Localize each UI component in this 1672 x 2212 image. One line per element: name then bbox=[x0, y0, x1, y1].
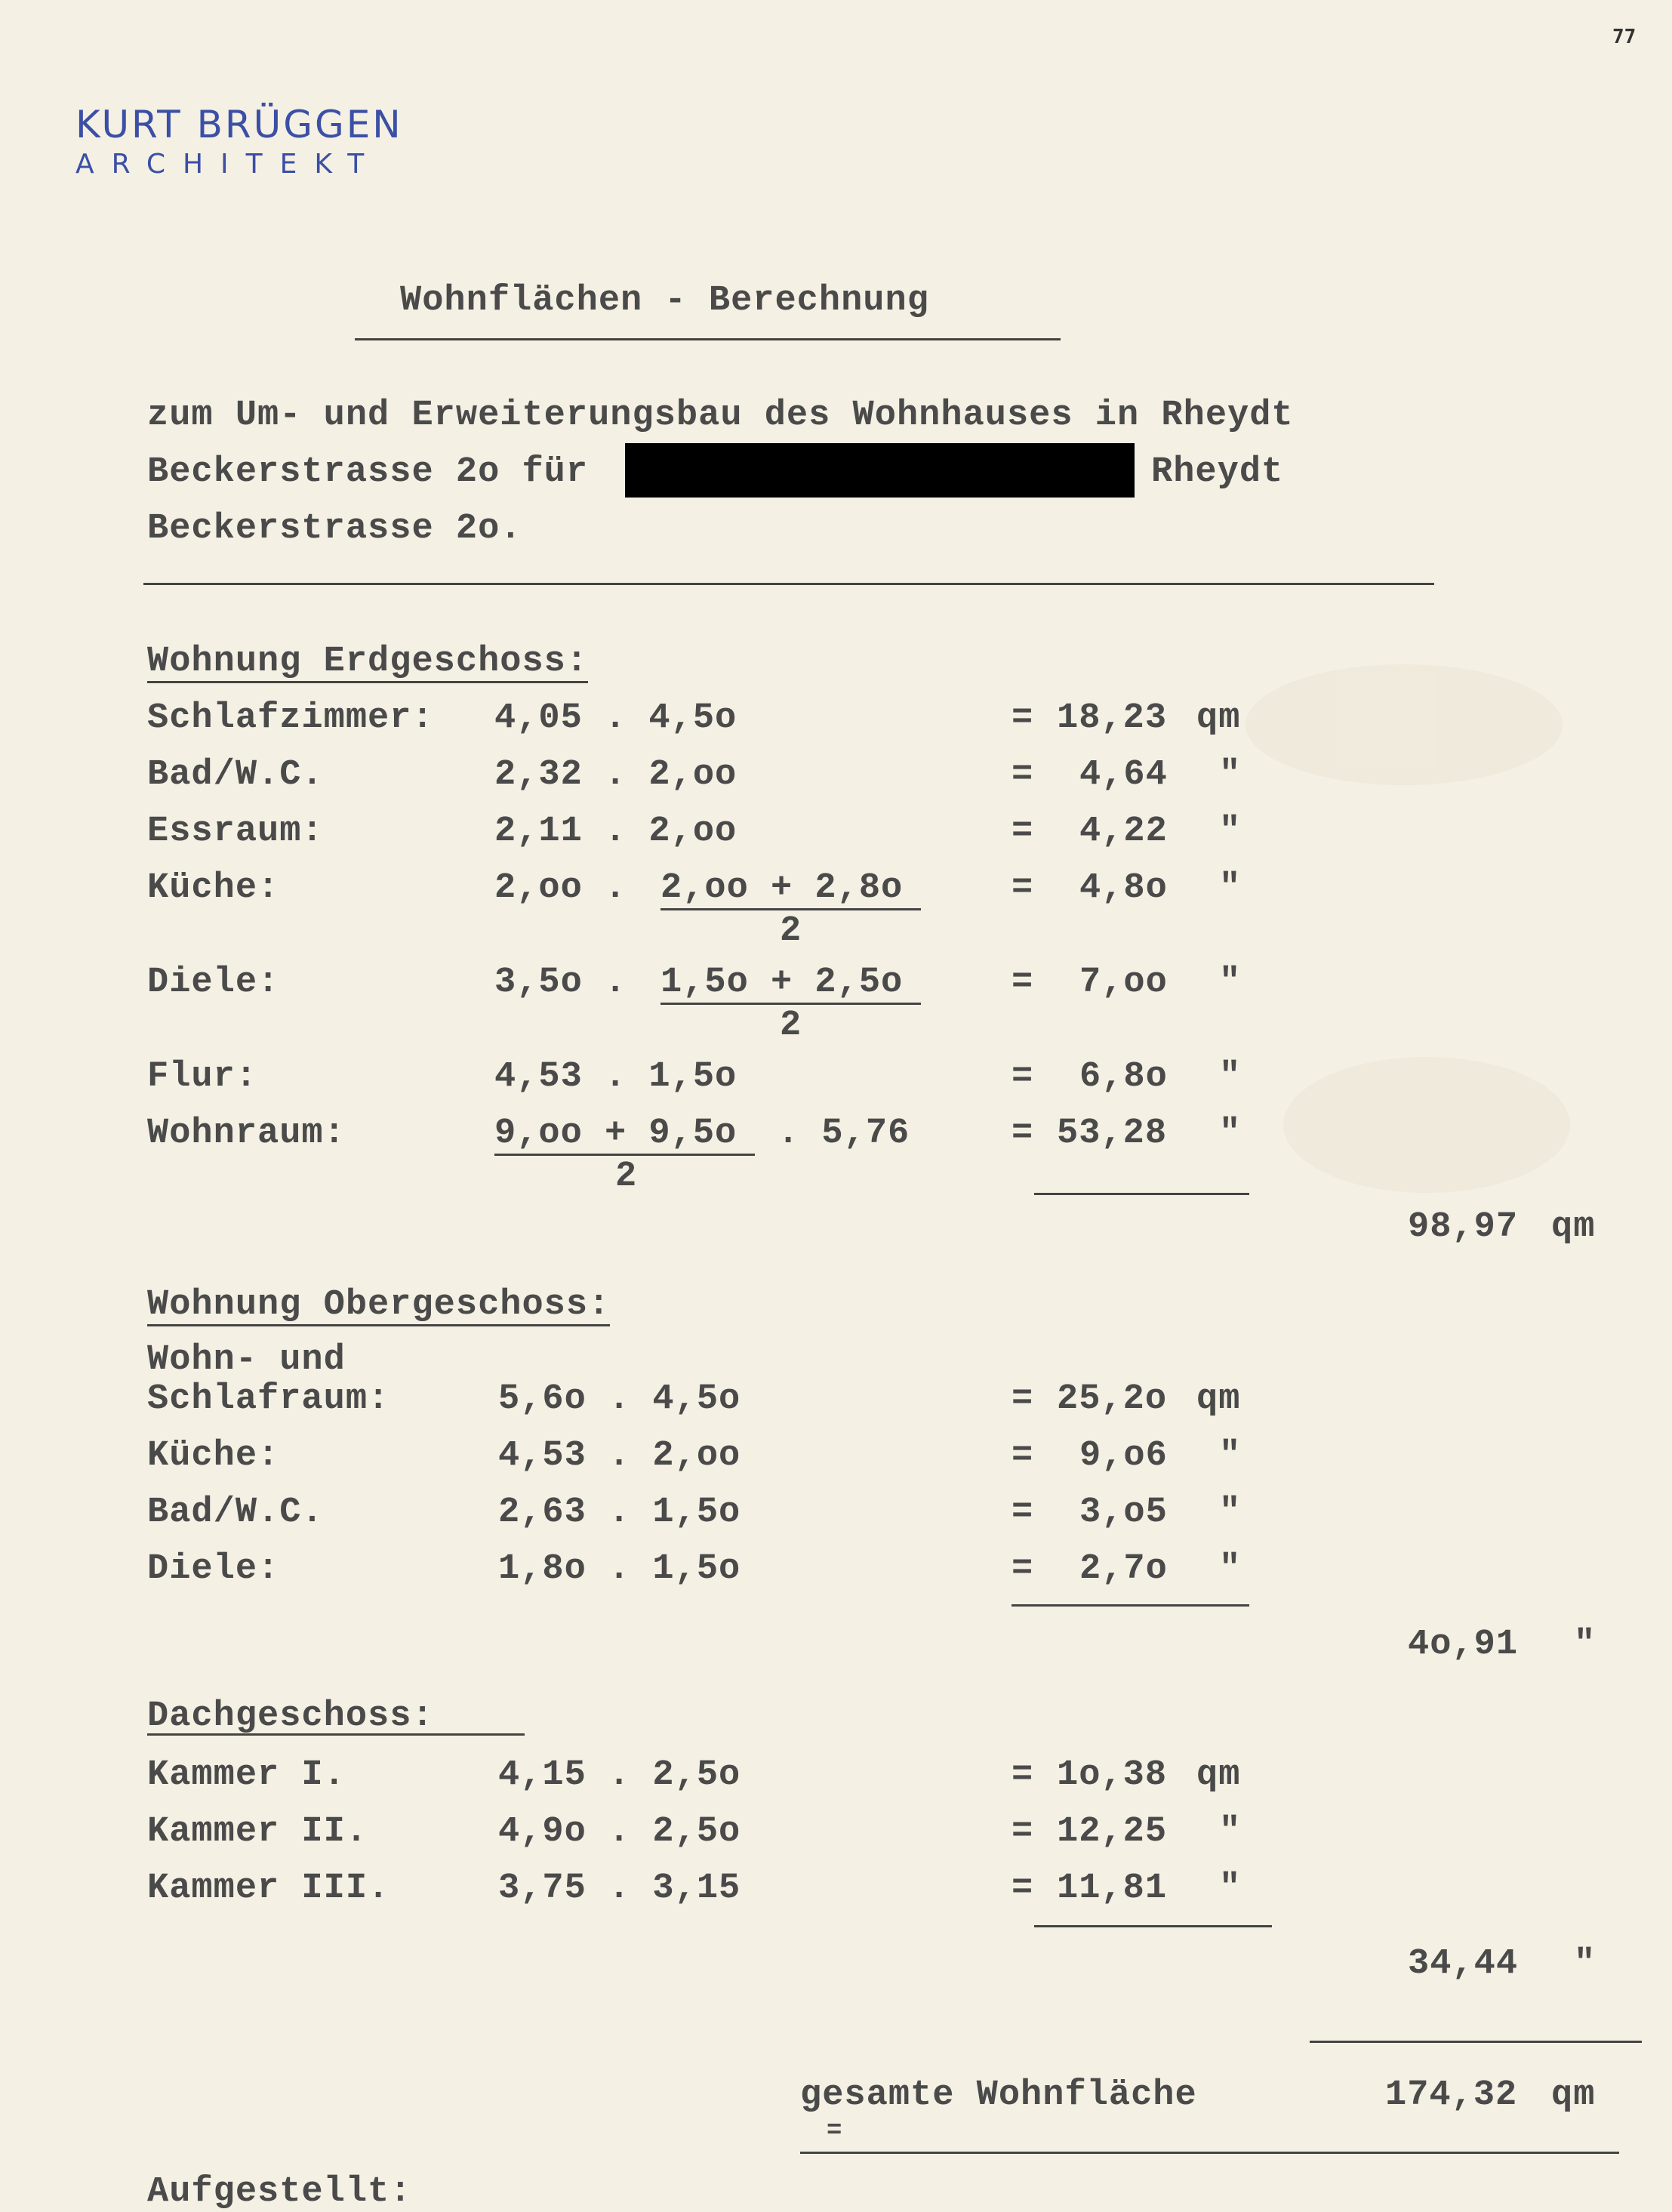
equals-sign: = bbox=[1012, 868, 1034, 908]
paper-stain bbox=[1283, 1057, 1570, 1193]
room-label: Kammer II. bbox=[147, 1812, 368, 1852]
ditto-mark: " bbox=[1219, 1114, 1242, 1154]
equals-sign: = bbox=[1012, 755, 1034, 795]
equals-sign: = bbox=[1012, 1868, 1034, 1909]
equals-sign: = bbox=[1012, 1493, 1034, 1533]
title-underline bbox=[355, 338, 1061, 340]
total-bottom-rule bbox=[800, 2152, 1619, 2154]
room-label: Schlafzimmer: bbox=[147, 698, 434, 738]
room-calc: 4,53 . 2,oo bbox=[498, 1436, 741, 1476]
intro-line-2-prefix: Beckerstrasse 2o für bbox=[147, 452, 589, 492]
equals-sign: = bbox=[1012, 1549, 1034, 1589]
equals-sign: = bbox=[1012, 1812, 1034, 1852]
room-label: Diele: bbox=[147, 963, 280, 1003]
section-heading-obergeschoss: Wohnung Obergeschoss: bbox=[147, 1285, 611, 1325]
subtotal-value: 4o,91 bbox=[1408, 1625, 1519, 1665]
total-mark: = bbox=[827, 2117, 843, 2146]
area-value: 3,o5 bbox=[1079, 1493, 1168, 1533]
room-calc: 5,6o . 4,5o bbox=[498, 1379, 741, 1419]
ditto-mark: " bbox=[1219, 1436, 1242, 1476]
area-unit: qm bbox=[1196, 1755, 1241, 1795]
heading-underline bbox=[147, 1733, 525, 1736]
room-label: Kammer III. bbox=[147, 1868, 390, 1909]
room-calc: 4,15 . 2,5o bbox=[498, 1755, 741, 1795]
room-calc: 2,11 . 2,oo bbox=[494, 812, 737, 852]
room-label: Küche: bbox=[147, 868, 280, 908]
area-value: 1o,38 bbox=[1057, 1755, 1168, 1795]
total-value: 174,32 bbox=[1385, 2075, 1518, 2115]
ditto-mark: " bbox=[1574, 1944, 1597, 1984]
room-calc: 4,53 . 1,5o bbox=[494, 1057, 737, 1097]
fraction-numerator: 1,5o + 2,5o bbox=[660, 963, 904, 1003]
intro-divider bbox=[143, 583, 1434, 585]
area-value: 53,28 bbox=[1057, 1114, 1168, 1154]
ditto-mark: " bbox=[1219, 755, 1242, 795]
prepared-by-label: Aufgestellt: bbox=[147, 2172, 412, 2212]
equals-sign: = bbox=[1012, 812, 1034, 852]
area-value: 4,64 bbox=[1079, 755, 1168, 795]
intro-line-2-suffix: Rheydt bbox=[1151, 452, 1284, 492]
fraction-bar bbox=[660, 908, 921, 910]
total-top-rule bbox=[1310, 2041, 1642, 2043]
sum-underline bbox=[1034, 1925, 1272, 1927]
sum-underline bbox=[1034, 1193, 1249, 1195]
document-title: Wohnflächen - Berechnung bbox=[400, 281, 929, 321]
subtotal-value: 34,44 bbox=[1408, 1944, 1519, 1984]
page-number: 77 bbox=[1612, 26, 1637, 48]
fraction-numerator: 9,oo + 9,5o bbox=[494, 1114, 737, 1154]
equals-sign: = bbox=[1012, 1436, 1034, 1476]
intro-line-1: zum Um- und Erweiterungsbau des Wohnhauses in Rheydt bbox=[147, 396, 1294, 436]
room-label: Essraum: bbox=[147, 812, 324, 852]
equals-sign: = bbox=[1012, 698, 1034, 738]
room-calc: 2,oo . bbox=[494, 868, 627, 908]
architect-stamp-title: ARCHITEKT bbox=[75, 149, 382, 180]
equals-sign: = bbox=[1012, 963, 1034, 1003]
room-calc: 3,5o . bbox=[494, 963, 627, 1003]
architect-stamp-name: KURT BRÜGGEN bbox=[75, 103, 403, 146]
room-calc: 4,05 . 4,5o bbox=[494, 698, 737, 738]
sum-underline bbox=[1012, 1604, 1249, 1607]
total-unit: qm bbox=[1551, 2075, 1596, 2115]
section-heading-erdgeschoss: Wohnung Erdgeschoss: bbox=[147, 642, 589, 682]
equals-sign: = bbox=[1012, 1379, 1034, 1419]
intro-line-3: Beckerstrasse 2o. bbox=[147, 509, 522, 549]
room-label: Wohnraum: bbox=[147, 1114, 346, 1154]
area-value: 4,22 bbox=[1079, 812, 1168, 852]
fraction-denominator: 2 bbox=[615, 1157, 638, 1197]
fraction-bar bbox=[494, 1154, 755, 1156]
area-value: 2,7o bbox=[1079, 1549, 1168, 1589]
room-calc: 2,63 . 1,5o bbox=[498, 1493, 741, 1533]
subtotal-unit: qm bbox=[1551, 1207, 1596, 1247]
area-value: 7,oo bbox=[1079, 963, 1168, 1003]
area-value: 18,23 bbox=[1057, 698, 1168, 738]
ditto-mark: " bbox=[1574, 1625, 1597, 1665]
room-calc: . 5,76 bbox=[777, 1114, 910, 1154]
room-label: Bad/W.C. bbox=[147, 1493, 324, 1533]
equals-sign: = bbox=[1012, 1755, 1034, 1795]
ditto-mark: " bbox=[1219, 963, 1242, 1003]
area-value: 11,81 bbox=[1057, 1868, 1168, 1909]
area-value: 12,25 bbox=[1057, 1812, 1168, 1852]
room-calc: 4,9o . 2,5o bbox=[498, 1812, 741, 1852]
area-value: 6,8o bbox=[1079, 1057, 1168, 1097]
ditto-mark: " bbox=[1219, 1057, 1242, 1097]
equals-sign: = bbox=[1012, 1114, 1034, 1154]
fraction-denominator: 2 bbox=[780, 911, 802, 951]
ditto-mark: " bbox=[1219, 1549, 1242, 1589]
ditto-mark: " bbox=[1219, 812, 1242, 852]
room-label: Bad/W.C. bbox=[147, 755, 324, 795]
equals-sign: = bbox=[1012, 1057, 1034, 1097]
room-label: Schlafraum: bbox=[147, 1379, 390, 1419]
area-value: 9,o6 bbox=[1079, 1436, 1168, 1476]
ditto-mark: " bbox=[1219, 868, 1242, 908]
room-label: Küche: bbox=[147, 1436, 280, 1476]
area-unit: qm bbox=[1196, 1379, 1241, 1419]
fraction-numerator: 2,oo + 2,8o bbox=[660, 868, 904, 908]
total-label: gesamte Wohnfläche bbox=[800, 2075, 1197, 2115]
fraction-bar bbox=[660, 1003, 921, 1005]
room-calc: 3,75 . 3,15 bbox=[498, 1868, 741, 1909]
area-unit: qm bbox=[1196, 698, 1241, 738]
room-label: Kammer I. bbox=[147, 1755, 346, 1795]
room-calc: 2,32 . 2,oo bbox=[494, 755, 737, 795]
room-calc: 1,8o . 1,5o bbox=[498, 1549, 741, 1589]
ditto-mark: " bbox=[1219, 1812, 1242, 1852]
area-value: 4,8o bbox=[1079, 868, 1168, 908]
room-label: Wohn- und bbox=[147, 1340, 346, 1380]
area-value: 25,2o bbox=[1057, 1379, 1168, 1419]
room-label: Flur: bbox=[147, 1057, 258, 1097]
ditto-mark: " bbox=[1219, 1868, 1242, 1909]
room-label: Diele: bbox=[147, 1549, 280, 1589]
redaction-bar bbox=[625, 443, 1135, 498]
subtotal-value: 98,97 bbox=[1408, 1207, 1519, 1247]
fraction-denominator: 2 bbox=[780, 1006, 802, 1046]
paper-stain bbox=[1246, 664, 1563, 785]
ditto-mark: " bbox=[1219, 1493, 1242, 1533]
section-heading-dachgeschoss: Dachgeschoss: bbox=[147, 1696, 434, 1736]
